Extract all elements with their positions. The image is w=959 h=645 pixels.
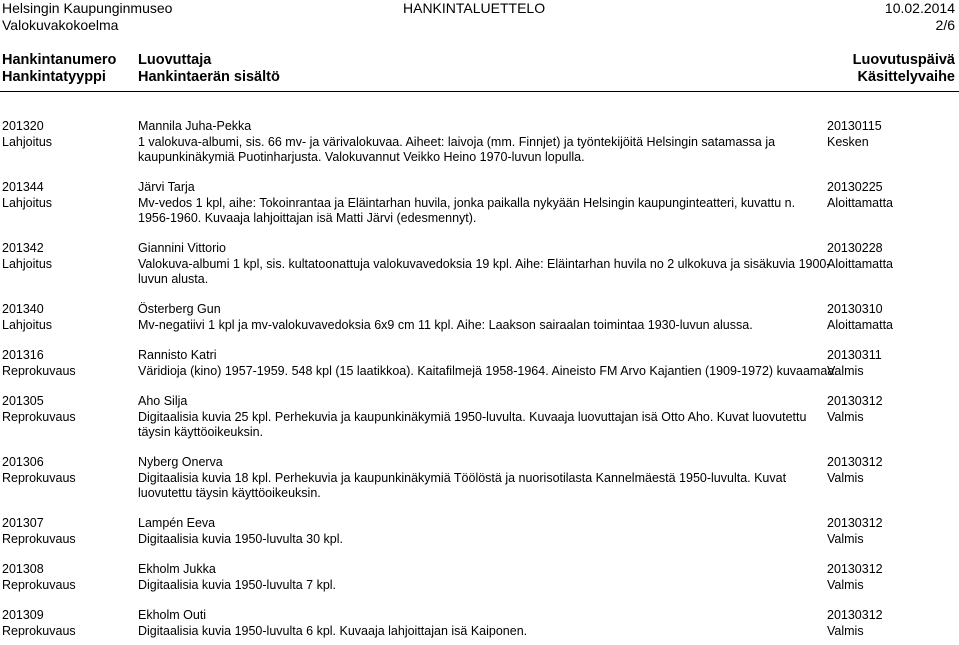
record-type: Lahjoitus <box>2 134 53 149</box>
record-date: 20130312 <box>827 394 883 408</box>
record-stage: Valmis <box>827 409 864 424</box>
record-content-line: luovutettu täysin käyttöoikeuksin. <box>138 486 321 500</box>
record-stage: Aloittamatta <box>827 256 894 271</box>
record-type: Reprokuvaus <box>2 577 76 592</box>
record-stage: Valmis <box>827 470 864 485</box>
column-donor: Luovuttaja <box>138 52 212 68</box>
record-date: 20130115 <box>827 119 882 133</box>
record-number: 201308 <box>2 562 44 576</box>
record-date: 20130312 <box>827 516 883 530</box>
record-type: Reprokuvaus <box>2 531 76 546</box>
record-number: 201307 <box>2 516 44 530</box>
column-handover-date: Luovutuspäivä <box>852 52 955 68</box>
record-type: Reprokuvaus <box>2 470 76 485</box>
record-number: 201320 <box>2 119 44 133</box>
record-content-line: Digitaalisia kuvia 1950-luvulta 30 kpl. <box>138 531 343 546</box>
page-header-center <box>403 0 545 17</box>
record-date: 20130225 <box>827 180 883 194</box>
record-type: Reprokuvaus <box>2 363 76 378</box>
record-donor: Aho Silja <box>138 394 188 408</box>
record-number: 201342 <box>2 241 44 255</box>
record-donor: Ekholm Outi <box>138 608 207 622</box>
record-date: 20130312 <box>827 562 883 576</box>
record-stage: Valmis <box>827 623 864 638</box>
record-donor: Järvi Tarja <box>138 180 195 194</box>
record-number: 201305 <box>2 394 44 408</box>
column-contents: Hankintaerän sisältö <box>138 69 280 85</box>
column-header-left <box>2 52 116 86</box>
record-date: 20130310 <box>827 302 883 316</box>
record-type: Lahjoitus <box>2 256 53 271</box>
record-donor: Giannini Vittorio <box>138 241 227 255</box>
column-header-right <box>853 52 955 86</box>
record-content-line: 1956-1960. Kuvaaja lahjoittajan isä Matti Järvi (edesmennyt). <box>138 211 477 225</box>
record-donor: Nyberg Onerva <box>138 455 223 469</box>
record-content-line: Digitaalisia kuvia 25 kpl. Perhekuvia ja kaupunkinäkymiä 1950-luvulta. Kuvaaja luovuttajan isä Otto Aho. Kuvat luovutettu <box>138 409 807 424</box>
record-type: Reprokuvaus <box>2 623 76 638</box>
record-date: 20130228 <box>827 241 883 255</box>
record-donor: Ekholm Jukka <box>138 562 216 576</box>
page-header-right <box>885 0 955 34</box>
record-number: 201309 <box>2 608 44 622</box>
record-stage: Aloittamatta <box>827 317 894 332</box>
record-number: 201316 <box>2 348 44 362</box>
record-content-line: 1 valokuva-albumi, sis. 66 mv- ja värivalokuvaa. Aiheet: laivoja (mm. Finnjet) ja työntekijöitä Helsingin satamassa ja <box>138 134 776 149</box>
record-number: 201344 <box>2 180 44 194</box>
record-date: 20130312 <box>827 455 883 469</box>
record-donor: Rannisto Katri <box>138 348 217 362</box>
record-stage: Valmis <box>827 577 864 592</box>
record-content-line: Mv-vedos 1 kpl, aihe: Tokoinrantaa ja Eläintarhan huvila, jonka paikalla nykyään Helsingin kaupunginteatteri, kuvattu n. <box>138 195 796 210</box>
print-date: 10.02.2014 <box>884 0 955 16</box>
record-donor: Mannila Juha-Pekka <box>138 119 252 133</box>
record-stage: Kesken <box>827 134 869 149</box>
record-content-line: kaupunkinäkymiä Puotinharjusta. Valokuvannut Veikko Heino 1970-luvun lopulla. <box>138 150 585 164</box>
record-content-line: Valokuva-albumi 1 kpl, sis. kultatoonattuja valokuvavedoksia 19 kpl. Aihe: Eläintarhan huvila no 2 ulkokuva ja sisäkuvia 1900- <box>138 256 831 271</box>
record-stage: Valmis <box>827 363 864 378</box>
record-content-line: luvun alusta. <box>138 272 209 286</box>
column-header-middle <box>138 52 280 86</box>
record-content-line: Digitaalisia kuvia 18 kpl. Perhekuvia ja kaupunkinäkymiä Töölöstä ja nuorisotilasta Kannelmäestä 1950-luvulta. Kuvat <box>138 470 787 485</box>
record-donor: Österberg Gun <box>138 302 221 316</box>
record-date: 20130311 <box>827 348 882 362</box>
record-type: Lahjoitus <box>2 195 53 210</box>
column-processing-stage: Käsittelyvaihe <box>857 69 955 85</box>
column-acquisition-type: Hankintatyyppi <box>2 69 106 85</box>
record-donor: Lampén Eeva <box>138 516 216 530</box>
record-content-line: täysin käyttöoikeuksin. <box>138 425 264 439</box>
document-title: HANKINTALUETTELO <box>403 0 546 16</box>
record-type: Lahjoitus <box>2 317 53 332</box>
record-stage: Aloittamatta <box>827 195 894 210</box>
record-number: 201340 <box>2 302 44 316</box>
page-header-left <box>2 0 172 34</box>
record-number: 201306 <box>2 455 44 469</box>
column-acquisition-number: Hankintanumero <box>2 52 117 68</box>
page-number: 2/6 <box>935 17 955 33</box>
record-content-line: Digitaalisia kuvia 1950-luvulta 6 kpl. Kuvaaja lahjoittajan isä Kaiponen. <box>138 623 528 638</box>
record-content-line: Väridioja (kino) 1957-1959. 548 kpl (15 laatikkoa). Kaitafilmejä 1958-1964. Aineisto FM Arvo Kajantien (1909-1972) kuvaamaa. <box>138 363 838 378</box>
record-content-line: Digitaalisia kuvia 1950-luvulta 7 kpl. <box>138 577 337 592</box>
collection-name: Valokuvakokoelma <box>2 17 119 33</box>
record-date: 20130312 <box>827 608 883 622</box>
record-stage: Valmis <box>827 531 864 546</box>
record-content-line: Mv-negatiivi 1 kpl ja mv-valokuvavedoksia 6x9 cm 11 kpl. Aihe: Laakson sairaalan toimintaa 1930-luvun alussa. <box>138 317 753 332</box>
record-type: Reprokuvaus <box>2 409 76 424</box>
header-divider <box>0 91 959 92</box>
museum-name: Helsingin Kaupunginmuseo <box>2 0 173 16</box>
